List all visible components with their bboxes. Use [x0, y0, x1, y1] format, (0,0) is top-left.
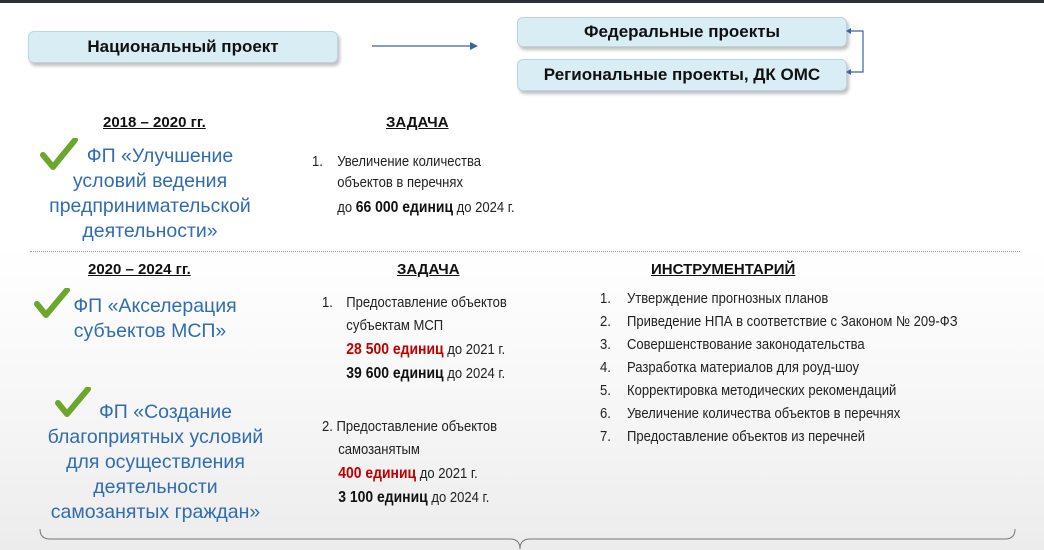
task-line: субъектам МСП — [346, 318, 444, 334]
fp-acceleration — [55, 294, 245, 344]
fp-line: деятельности — [93, 476, 218, 498]
task-line: 2. Предоставление объектов — [322, 419, 498, 435]
task-target-value: 66 000 единиц — [355, 199, 454, 216]
task-target-2021 — [322, 338, 507, 362]
national-project-box — [28, 31, 338, 63]
tool-item — [600, 334, 958, 357]
fp-line: для осуществления — [66, 451, 245, 473]
tool-number: 4. — [600, 360, 611, 376]
period1-years: 2018 – 2020 гг. — [103, 114, 206, 131]
arrow-icon — [370, 40, 480, 52]
task-target-prefix: до — [337, 200, 356, 216]
tool-item — [600, 357, 958, 380]
fp-line: благоприятных условий — [47, 426, 264, 448]
target-value-red: 400 единиц — [338, 465, 417, 482]
period2-tools-heading: ИНСТРУМЕНТАРИЙ — [651, 261, 796, 278]
tool-item — [600, 426, 958, 449]
period1-task-heading: ЗАДАЧА — [386, 114, 449, 131]
fp-self-employed — [38, 400, 273, 525]
period2-task-heading: ЗАДАЧА — [397, 261, 460, 278]
tool-item — [600, 403, 958, 426]
task-line: Увеличение количества — [337, 154, 482, 170]
fp-line: предпринимательской — [49, 195, 251, 217]
target-value-bold: 39 600 единиц — [346, 365, 444, 382]
task-line: объектов в перечнях — [337, 175, 463, 191]
tool-number: 5. — [600, 383, 611, 399]
task-target-2024 — [322, 362, 507, 386]
tool-number: 7. — [600, 429, 611, 445]
bracket-arrow-icon — [845, 24, 870, 80]
task-target-2024 — [322, 486, 497, 510]
task-target-2021 — [322, 462, 497, 486]
section-divider — [30, 251, 1020, 252]
federal-projects-box — [517, 17, 847, 47]
tool-text: Приведение НПА в соответствие с Законом № 209-ФЗ — [627, 314, 958, 330]
tool-item — [600, 380, 958, 403]
period2-task2 — [322, 416, 497, 510]
tool-number: 2. — [600, 314, 611, 330]
tool-number: 1. — [600, 291, 611, 307]
fp-line: ФП «Улучшение — [86, 145, 234, 167]
task-line: Предоставление объектов — [346, 295, 507, 311]
tool-number: 3. — [600, 337, 611, 353]
period2-task1 — [322, 292, 507, 386]
fp-line: субъектов МСП» — [73, 320, 227, 342]
task-line: самозанятым — [338, 442, 420, 458]
period1-task — [312, 152, 515, 219]
tools-list — [600, 288, 997, 449]
fp-line: условий ведения — [72, 170, 228, 192]
tool-item — [600, 288, 958, 311]
top-border — [0, 0, 1044, 3]
tool-text: Совершенствование законодательства — [627, 337, 865, 353]
fp-business-conditions — [35, 144, 265, 244]
tool-text: Утверждение прогнозных планов — [627, 291, 829, 307]
regional-projects-label: Региональные проекты, ДК ОМС — [543, 65, 821, 84]
task-number: 1. — [322, 295, 333, 311]
bottom-brace — [30, 527, 1030, 550]
fp-line: ФП «Акселерация — [73, 295, 237, 317]
fp-line: самозанятых граждан» — [50, 501, 261, 523]
tool-text: Разработка материалов для роуд-шоу — [627, 360, 860, 376]
target-suffix: до 2021 г. — [416, 466, 478, 482]
target-suffix: до 2024 г. — [427, 490, 490, 506]
national-project-label: Национальный проект — [87, 37, 279, 56]
tool-number: 6. — [600, 406, 611, 422]
task-number: 1. — [312, 154, 323, 170]
tool-text: Увеличение количества объектов в перечнях — [627, 406, 901, 422]
fp-line: ФП «Создание — [98, 401, 233, 423]
tool-text: Предоставление объектов из перечней — [627, 429, 866, 445]
target-value-bold: 3 100 единиц — [338, 489, 428, 506]
regional-projects-box — [517, 59, 847, 91]
task-target-suffix: до 2024 г. — [453, 200, 515, 216]
fp-line: деятельности» — [82, 220, 218, 242]
target-suffix: до 2021 г. — [443, 342, 506, 358]
tool-item — [600, 311, 958, 334]
target-suffix: до 2024 г. — [443, 366, 506, 382]
target-value-red: 28 500 единиц — [346, 341, 444, 358]
task-target — [312, 197, 515, 219]
period2-years: 2020 – 2024 гг. — [88, 261, 191, 278]
federal-projects-label: Федеральные проекты — [583, 22, 781, 41]
tool-text: Корректировка методических рекомендаций — [627, 383, 897, 399]
